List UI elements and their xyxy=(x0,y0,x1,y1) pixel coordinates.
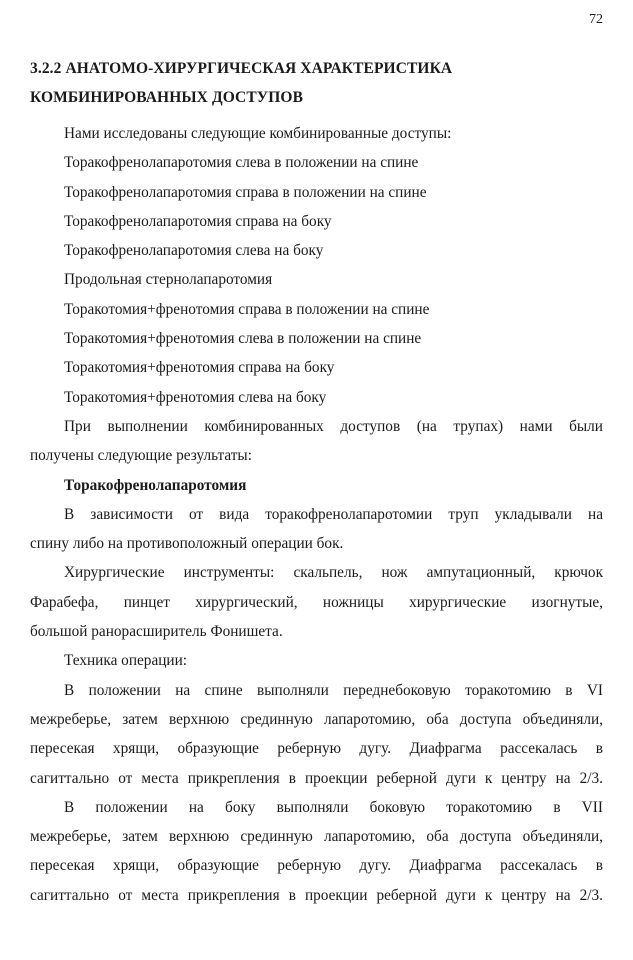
supine-technique-paragraph xyxy=(30,676,603,793)
paragraph-line: пересекая хрящи, образующие реберную дугу. Диафрагма рассекалась в xyxy=(30,857,603,875)
access-list-item: Торакотомия+френотомия слева на боку xyxy=(64,388,327,406)
paragraph-line: сагиттально от места прикрепления в проекции реберной дуги к центру на 2/3. xyxy=(30,769,603,787)
paragraph-line: При выполнении комбинированных доступов (на трупах) нами были xyxy=(64,417,603,435)
position-paragraph xyxy=(30,500,603,559)
section-heading xyxy=(30,54,610,112)
lateral-technique-paragraph xyxy=(30,793,603,910)
results-paragraph xyxy=(30,412,603,471)
paragraph-line: сагиттально от места прикрепления в проекции реберной дуги к центру на 2/3. xyxy=(30,886,603,904)
access-list-item: Торакотомия+френотомия слева в положении на спине xyxy=(64,330,422,348)
access-list-item: Продольная стернолапаротомия xyxy=(64,271,273,289)
paragraph-line: Хирургические инструменты: скальпель, нож ампутационный, крючок xyxy=(64,564,603,582)
access-list-item: Торакофренолапаротомия слева на боку xyxy=(64,242,324,260)
technique-label: Техника операции: xyxy=(64,652,188,670)
access-list-item: Торакотомия+френотомия справа на боку xyxy=(64,359,335,377)
page-number: 72 xyxy=(589,12,603,27)
paragraph-line: межреберье, затем верхнюю срединную лапаротомию, оба доступа объединяли, xyxy=(30,828,603,846)
instruments-paragraph xyxy=(30,558,603,646)
paragraph-line: получены следующие результаты: xyxy=(30,447,252,465)
paragraph-line: большой ранорасширитель Фонишета. xyxy=(30,623,283,641)
section-heading-line-1: 3.2.2 АНАТОМО-ХИРУРГИЧЕСКАЯ ХАРАКТЕРИСТИКА xyxy=(30,60,453,77)
access-list-item: Торакофренолапаротомия слева в положении на спине xyxy=(64,154,419,172)
access-list-item: Торакофренолапаротомия справа на боку xyxy=(64,212,332,230)
subsection-heading: Торакофренолапаротомия xyxy=(64,476,247,494)
access-list xyxy=(30,148,603,412)
access-list-item: Торакофренолапаротомия справа в положении на спине xyxy=(64,183,427,201)
intro-paragraph: Нами исследованы следующие комбинированные доступы: xyxy=(64,125,452,142)
paragraph-line: спину либо на противоположный операции бок. xyxy=(30,535,344,553)
document-body xyxy=(30,119,603,910)
paragraph-line: В зависимости от вида торакофренолапаротомии труп укладывали на xyxy=(64,505,603,523)
paragraph-line: пересекая хрящи, образующие реберную дугу. Диафрагма рассекалась в xyxy=(30,740,603,758)
paragraph-line: межреберье, затем верхнюю срединную лапаротомию, оба доступа объединяли, xyxy=(30,710,603,728)
section-heading-line-2: КОМБИНИРОВАННЫХ ДОСТУПОВ xyxy=(30,89,304,106)
paragraph-line: В положении на боку выполняли боковую торакотомию в VII xyxy=(64,798,603,816)
paragraph-line: Фарабефа, пинцет хирургический, ножницы хирургические изогнутые, xyxy=(30,593,603,611)
access-list-item: Торакотомия+френотомия справа в положении на спине xyxy=(64,300,430,318)
paragraph-line: В положении на спине выполняли переднебоковую торакотомию в VI xyxy=(64,681,603,699)
